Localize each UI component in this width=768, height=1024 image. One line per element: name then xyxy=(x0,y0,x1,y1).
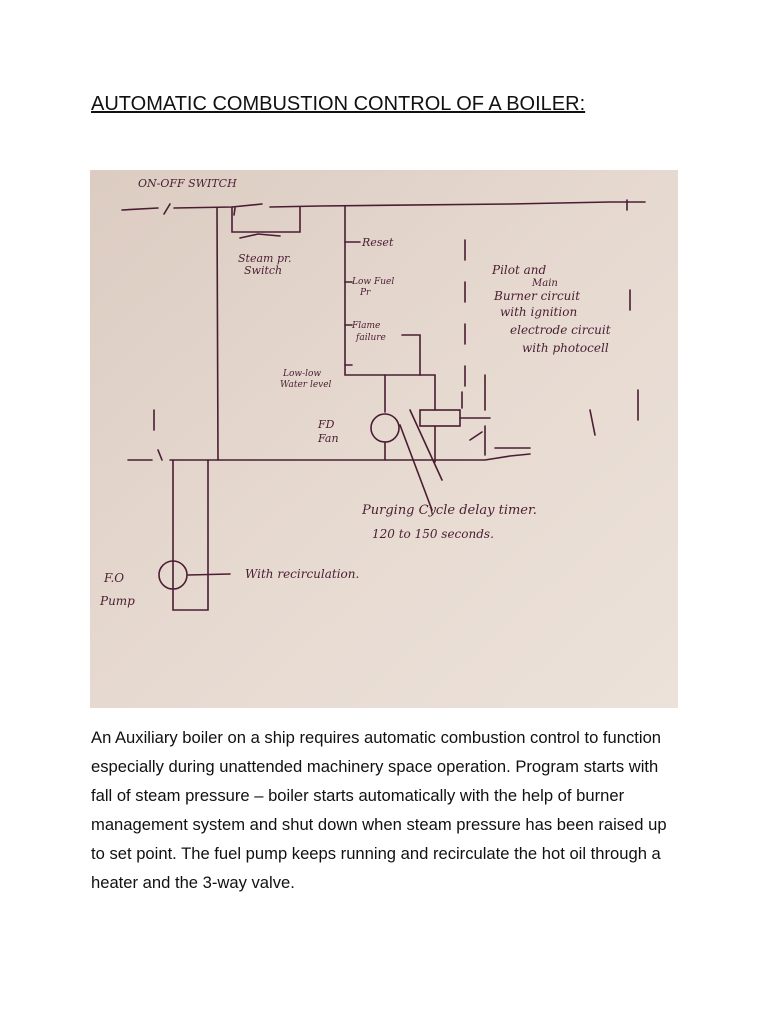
paper-background xyxy=(90,170,678,708)
body-paragraph: An Auxiliary boiler on a ship requires automatic combustion control to function especially during unattended machinery space operation. Program starts with fall of steam pressure – boiler starts automatically with the help of burner management system and shut down when steam pressure has been raised up to set point. The fuel pump keeps running and recirculate the hot oil through a heater and the 3-way valve. xyxy=(91,728,667,892)
label-switch: Switch xyxy=(244,264,283,277)
label-flame: Flame xyxy=(352,321,381,331)
label-pilot-2: Main xyxy=(532,278,558,289)
label-pilot-5: electrode circuit xyxy=(510,323,611,337)
label-pilot-4: with ignition xyxy=(500,305,578,319)
label-pilot-6: with photocell xyxy=(522,341,609,355)
label-failure: failure xyxy=(356,333,386,343)
label-pump: Pump xyxy=(100,594,135,608)
label-pr: Pr xyxy=(360,288,371,298)
label-low-low: Low-low xyxy=(283,369,322,379)
label-fan: Fan xyxy=(318,432,339,445)
label-fo: F.O xyxy=(104,571,125,585)
document-title: AUTOMATIC COMBUSTION CONTROL OF A BOILER: xyxy=(91,93,586,115)
label-pilot-1: Pilot and xyxy=(492,263,547,277)
circuit-diagram-photo xyxy=(90,170,678,708)
label-steam-pr: Steam pr. xyxy=(238,252,292,265)
label-low-fuel: Low Fuel xyxy=(352,277,395,287)
label-fd: FD xyxy=(318,418,335,431)
label-water-level: Water level xyxy=(280,380,332,390)
label-recirculation: With recirculation. xyxy=(245,567,360,581)
label-pilot-3: Burner circuit xyxy=(494,289,581,303)
label-on-off-switch: ON-OFF SWITCH xyxy=(138,177,237,190)
label-reset: Reset xyxy=(362,236,394,249)
label-purging-cycle: Purging Cycle delay timer. xyxy=(362,503,537,518)
label-purge-time: 120 to 150 seconds. xyxy=(372,527,494,541)
